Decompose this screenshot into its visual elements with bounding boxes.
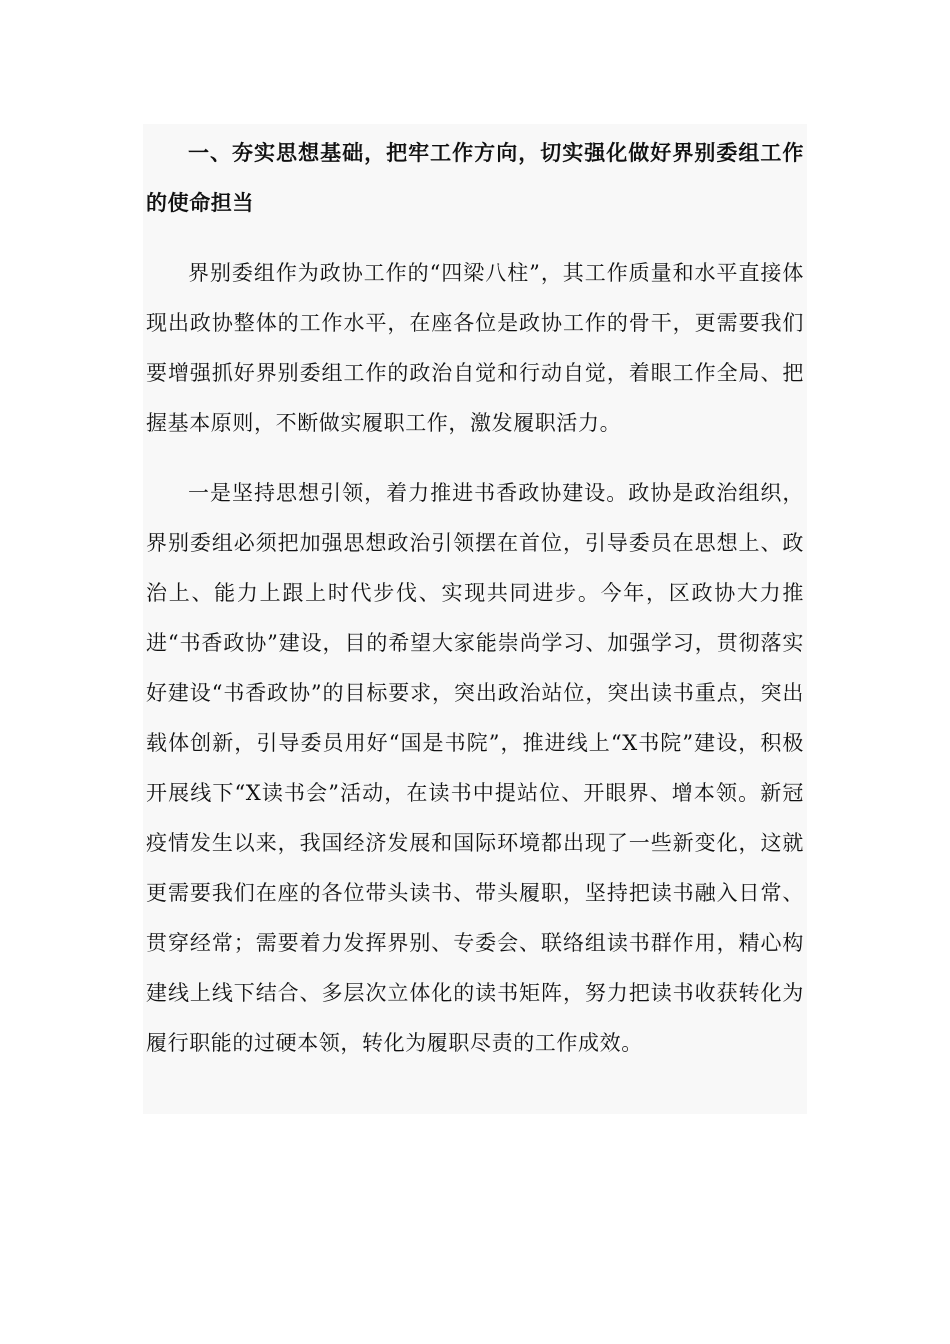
paragraph-gap — [146, 448, 804, 468]
text-block — [143, 124, 807, 1114]
paragraph-gap — [146, 228, 804, 248]
body-paragraph-1: 界别委组作为政协工作的“四梁八柱”，其工作质量和水平直接体现出政协整体的工作水平，在座各位是政协工作的骨干，更需要我们要增强抓好界别委组工作的政治自觉和行动自觉，着眼工作全局、把握基本原则，不断做实履职工作，激发履职活力。 — [146, 261, 804, 435]
body-paragraph-2: 一是坚持思想引领，着力推进书香政协建设。政协是政治组织，界别委组必须把加强思想政治引领摆在首位，引导委员在思想上、政治上、能力上跟上时代步伐、实现共同进步。今年，区政协大力推进“书香政协”建设，目的希望大家能崇尚学习、加强学习，贯彻落实好建设“书香政协”的目标要求，突出政治站位，突出读书重点，突出载体创新，引导委员用好“国是书院”，推进线上“X书院”建设，积极开展线下“X读书会”活动，在读书中提站位、开眼界、增本领。新冠疫情发生以来，我国经济发展和国际环境都出现了一些新变化，这就更需要我们在座的各位带头读书、带头履职，坚持把读书融入日常、贯穿经常；需要着力发挥界别、专委会、联络组读书群作用，精心构建线上线下结合、多层次立体化的读书矩阵，努力把读书收获转化为履行职能的过硬本领，转化为履职尽责的工作成效。 — [146, 481, 804, 1055]
section-heading: 一、夯实思想基础，把牢工作方向，切实强化做好界别委组工作的使命担当 — [146, 140, 804, 215]
